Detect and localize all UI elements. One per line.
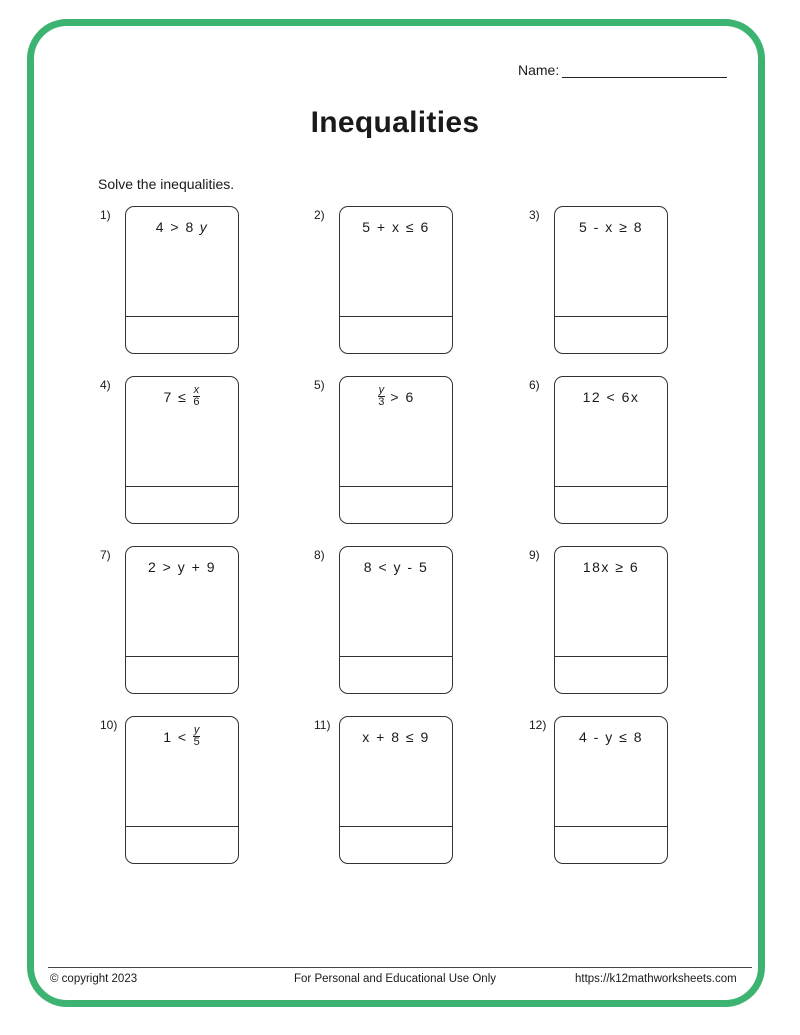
answer-box[interactable]: [339, 716, 453, 864]
answer-box[interactable]: [554, 716, 668, 864]
fraction: $\frac{y}{5}$: [193, 724, 200, 748]
answer-divider: [340, 826, 452, 827]
page-title: Inequalities: [310, 106, 480, 139]
answer-divider: [126, 656, 238, 657]
answer-divider: [555, 656, 667, 657]
copyright-text: © copyright 2023: [50, 973, 138, 985]
name-label: Name:: [518, 62, 560, 78]
problem-expression: 5 + x ≤ 6: [362, 219, 430, 235]
fraction: $\frac{y}{3}$: [378, 384, 385, 408]
answer-divider: [340, 656, 452, 657]
problem-expression: 1 < $\frac{y}{5}$: [163, 724, 200, 748]
problem-expression: 4 - y ≤ 8: [579, 729, 643, 745]
answer-divider: [555, 826, 667, 827]
problem-11: [314, 716, 454, 866]
footer-divider: [48, 967, 752, 968]
problem-number: 12): [529, 718, 547, 732]
usage-notice: For Personal and Educational Use Only: [294, 973, 496, 985]
problem-number: 8): [314, 548, 325, 562]
problem-expression: 7 ≤ $\frac{x}{6}$: [163, 384, 200, 408]
problem-5: [314, 376, 454, 526]
problem-expression: 8 < y - 5: [363, 559, 429, 575]
answer-divider: [126, 826, 238, 827]
problem-expression: 12 < 6x: [582, 389, 640, 405]
answer-box[interactable]: [554, 206, 668, 354]
instructions: Solve the inequalities.: [98, 176, 235, 192]
problem-12: [529, 716, 669, 866]
problem-4: [100, 376, 240, 526]
answer-box[interactable]: [554, 546, 668, 694]
problem-9: [529, 546, 669, 696]
problem-7: [100, 546, 240, 696]
problem-expression: x + 8 ≤ 9: [362, 729, 430, 745]
problem-expression: 2 > y + 9: [148, 559, 216, 575]
name-blank-line[interactable]: [562, 62, 727, 78]
answer-box[interactable]: [339, 546, 453, 694]
fraction: $\frac{x}{6}$: [193, 384, 200, 408]
website-link[interactable]: https://k12mathworksheets.com: [575, 973, 737, 985]
problem-number: 1): [100, 208, 111, 222]
problem-6: [529, 376, 669, 526]
problem-number: 6): [529, 378, 540, 392]
answer-divider: [126, 486, 238, 487]
answer-divider: [340, 316, 452, 317]
problem-number: 11): [314, 718, 331, 732]
answer-box[interactable]: [125, 546, 239, 694]
problem-number: 3): [529, 208, 540, 222]
answer-box[interactable]: [125, 206, 239, 354]
answer-box[interactable]: [554, 376, 668, 524]
name-field[interactable]: [518, 62, 727, 78]
answer-divider: [126, 316, 238, 317]
problem-1: [100, 206, 240, 356]
problem-number: 9): [529, 548, 540, 562]
answer-box[interactable]: [339, 376, 453, 524]
problem-number: 7): [100, 548, 111, 562]
answer-divider: [555, 316, 667, 317]
problem-expression: 4 > 8 y: [155, 219, 209, 235]
problem-number: 10): [100, 718, 118, 732]
problem-3: [529, 206, 669, 356]
problem-expression: $\frac{y}{3}$ > 6: [378, 384, 415, 408]
answer-divider: [340, 486, 452, 487]
answer-box[interactable]: [125, 376, 239, 524]
problem-2: [314, 206, 454, 356]
problem-10: [100, 716, 240, 866]
answer-box[interactable]: [339, 206, 453, 354]
problem-expression: 5 - x ≥ 8: [579, 219, 643, 235]
problem-number: 4): [100, 378, 111, 392]
problem-expression: 18x ≥ 6: [582, 559, 640, 575]
problem-8: [314, 546, 454, 696]
problem-number: 2): [314, 208, 325, 222]
problem-number: 5): [314, 378, 325, 392]
answer-box[interactable]: [125, 716, 239, 864]
answer-divider: [555, 486, 667, 487]
